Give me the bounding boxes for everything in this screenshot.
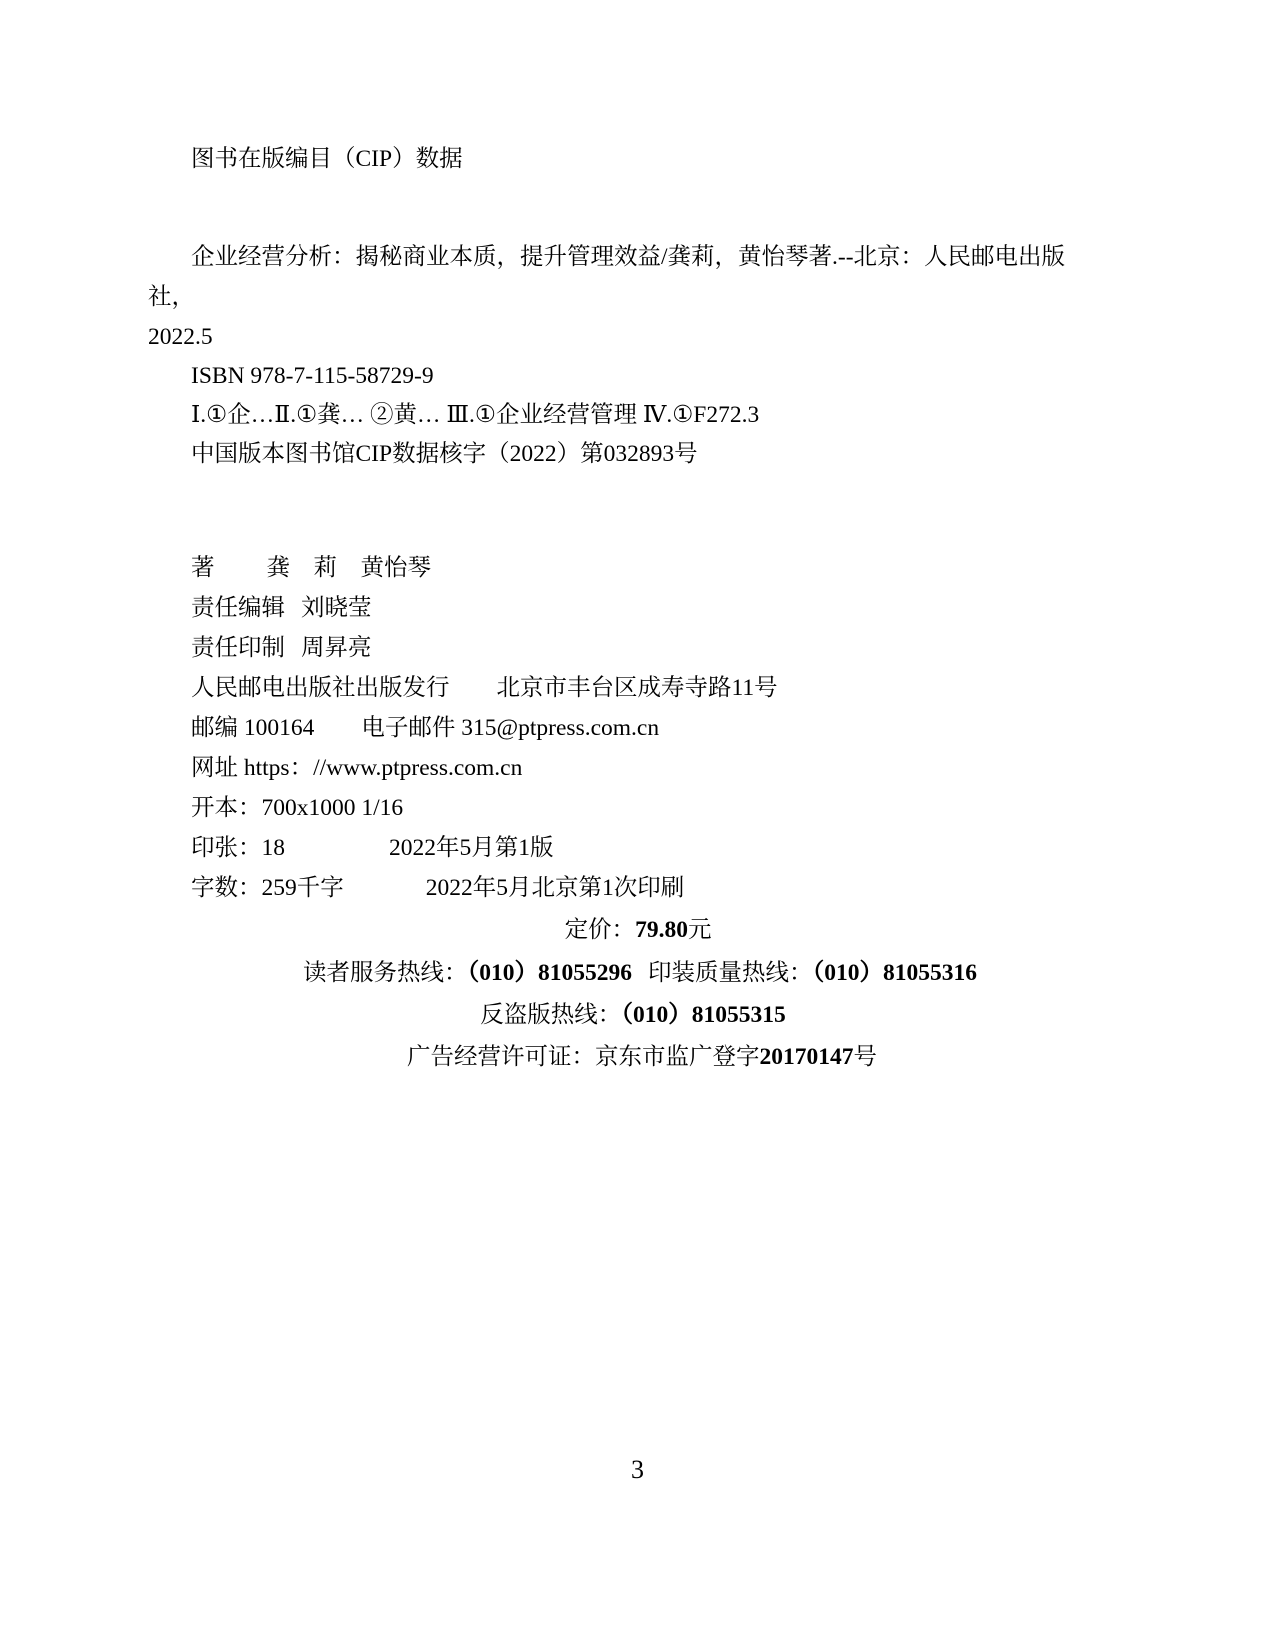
staff-value-printing: 周昇亮 (301, 635, 372, 661)
antipiracy-line (148, 994, 1108, 1036)
ad-license-number: 20170147 (759, 1044, 854, 1070)
staff-value-author: 龚 莉 黄怡琴 (266, 555, 431, 581)
postal-email-line: 邮编 100164 电子邮件 315@ptpress.com.cn (191, 715, 660, 741)
words-print-line (148, 868, 1108, 908)
page-content (148, 140, 1108, 1078)
edition-line: 2022年5月第1版 (389, 835, 554, 861)
publisher-line: 人民邮电出版社出版发行 北京市丰台区成寿寺路11号 (191, 675, 778, 701)
print-line: 2022年5月北京第1次印刷 (425, 875, 685, 901)
cip-title-block (148, 237, 1108, 357)
ad-license-label: 广告经营许可证：京东市监广登字 (407, 1044, 760, 1070)
quality-hotline-label: 印装质量热线： (648, 960, 813, 986)
staff-value-editor: 刘晓莹 (301, 595, 372, 621)
ad-license-line (148, 1036, 1108, 1078)
cip-heading: 图书在版编目（CIP）数据 (191, 146, 463, 172)
price-line (148, 908, 1108, 952)
cip-number-line: 中国版本图书馆CIP数据核字（2022）第032893号 (191, 441, 698, 467)
price-unit: 元 (687, 917, 712, 943)
staff-row-printing (148, 628, 1108, 668)
reader-hotline-number: 81055296 (538, 960, 632, 986)
spacer (148, 179, 1108, 237)
quality-hotline-area: （010） (812, 960, 883, 986)
isbn-line: ISBN 978-7-115-58729-9 (191, 363, 434, 389)
antipiracy-number: 81055315 (691, 1002, 786, 1028)
page-number: 3 (631, 1455, 644, 1484)
staff-label-author: 著 (191, 555, 215, 581)
staff-label-editor: 责任编辑 (191, 595, 285, 621)
price-label: 定价： (564, 917, 636, 943)
cip-title-line-continuation: 2022.5 (148, 324, 213, 350)
classification-line: Ⅰ.①企…Ⅱ.①龚… ②黄… Ⅲ.①企业经营管理 Ⅳ.①F272.3 (191, 402, 760, 428)
format-line: 开本：700x1000 1/16 (191, 795, 404, 821)
sheets-line: 印张：18 (191, 835, 285, 861)
cip-title-line: 企业经营分析：揭秘商业本质，提升管理效益/龚莉，黄怡琴著.--北京：人民邮电出版社， (148, 244, 1066, 310)
quality-hotline-number: 81055316 (883, 960, 977, 986)
spacer (148, 474, 1108, 548)
antipiracy-label: 反盗版热线： (480, 1002, 622, 1028)
staff-block (148, 548, 1108, 908)
staff-label-printing: 责任印制 (191, 635, 285, 661)
reader-hotline-label: 读者服务热线： (303, 960, 468, 986)
antipiracy-area: （010） (621, 1002, 692, 1028)
staff-row-author (148, 548, 1108, 588)
staff-row-editor (148, 588, 1108, 628)
price-value: 79.80 (635, 917, 688, 943)
ad-license-suffix: 号 (853, 1044, 877, 1070)
reader-hotline-area: （010） (467, 960, 538, 986)
sheets-edition-line (148, 828, 1108, 868)
website-line: 网址 https：//www.ptpress.com.cn (191, 755, 523, 781)
words-line: 字数：259千字 (191, 875, 344, 901)
hotline-line (148, 952, 1108, 994)
